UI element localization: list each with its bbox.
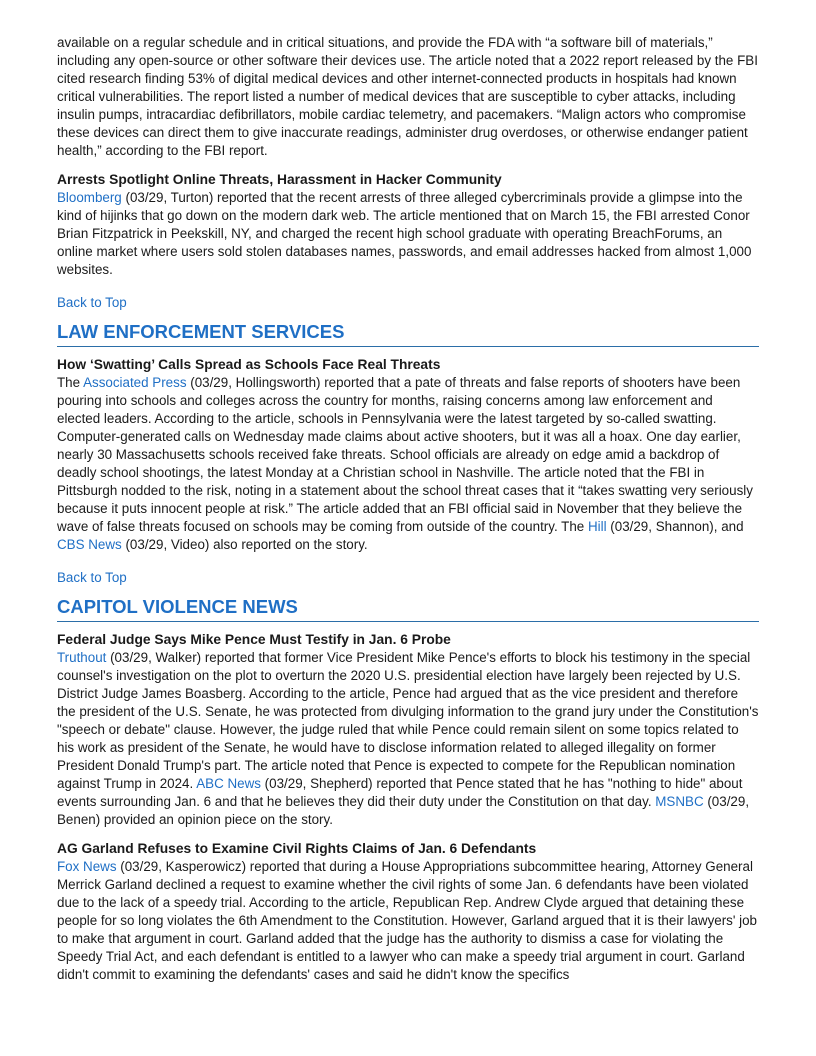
section-heading-capitol-violence: CAPITOL VIOLENCE NEWS (57, 595, 759, 622)
document-page (57, 34, 759, 984)
source-link-fox-news[interactable]: Fox News (57, 859, 117, 874)
section-heading-law-enforcement: LAW ENFORCEMENT SERVICES (57, 320, 759, 347)
article-text: (03/29, Shepherd) reported that Pence stated that he has "nothing to hide" about events surrounding Jan. 6 and that he believes they did their duty under the Constitution on that day. (57, 776, 743, 809)
source-link-associated-press[interactable]: Associated Press (83, 375, 187, 390)
article-text: (03/29, Shannon), and (606, 519, 744, 534)
article-text: (03/29, Benen) provided an opinion piece on the story. (57, 794, 750, 827)
article-text: (03/29, Walker) reported that former Vice President Mike Pence's efforts to block his testimony in the special counsel's investigation on the plot to overturn the 2020 U.S. presidential election have largely been rejected by U.S. District Judge James Boasberg. According to the article, Pence had argued that as the vice president and therefore the president of the U.S. Senate, he was protected from divulging information to the grand jury under the Constitution's "speech or debate" clause. However, the judge ruled that while Pence could remain silent on some topics related to his work as president of the Senate, he would have to disclose information related to alleged illegality on former President Donald Trump's part. The article noted that Pence is expected to compete for the Republican nomination against Trump in 2024. (57, 650, 759, 791)
article-body-garland (57, 858, 759, 984)
article-body-pence (57, 649, 759, 829)
source-link-truthout[interactable]: Truthout (57, 650, 107, 665)
back-to-top-link[interactable]: Back to Top (57, 570, 127, 585)
intro-paragraph: available on a regular schedule and in critical situations, and provide the FDA with “a software bill of materials,” including any open-source or other software their devices use. The article noted that a 2022 report released by the FBI cited research finding 53% of digital medical devices and other internet-connected products in hospitals had known critical vulnerabilities. The report listed a number of medical devices that are susceptible to cyber attacks, including insulin pumps, intracardiac defibrillators, mobile cardiac telemetry, and pacemakers. “Malign actors who compromise these devices can direct them to give inaccurate readings, administer drug overdoses, or otherwise endanger patient health,” according to the FBI report. (57, 35, 758, 158)
article-body-arrests (57, 189, 759, 279)
article-text: (03/29, Kasperowicz) reported that during a House Appropriations subcommittee hearing, Attorney General Merrick Garland declined a request to examine whether the civil rights of some Jan. 6 defendants have been violated due to the lack of a speedy trial. According to the article, Republican Rep. Andrew Clyde argued that detaining these people for so long violates the 6th Amendment to the Constitution. However, Garland argued that it is their lawyers' job to make that argument in court. Garland added that the judge has the authority to dismiss a case for violating the Speedy Trial Act, and each defendant is entitled to a lawyer who can make a speedy trial argument in court. Garland didn't commit to examining the defendants' cases and said he didn't know the specifics (57, 859, 758, 982)
source-link-bloomberg[interactable]: Bloomberg (57, 190, 122, 205)
source-link-hill[interactable]: Hill (587, 519, 607, 534)
article-text: (03/29, Hollingsworth) reported that a pate of threats and false reports of shooters have been pouring into schools and colleges across the country for months, raising concerns among law enforcement and elected leaders. According to the article, schools in Pennsylvania were the latest targeted by so-called swatting. Computer-generated calls on Wednesday made claims about active shooters, but it was all a hoax. One day earlier, nearly 30 Massachusetts schools received fake threats. School officials are already on edge amid a backdrop of deadly school shootings, the latest Monday at a Christian school in Nashville. The article noted that the FBI in Pittsburgh nodded to the risk, noting in a statement about the school threat cases that it “takes swatting very seriously because it puts innocent people at risk.” The article added that an FBI official said in November that they believe the wave of false threats focused on schools may be coming from outside of the country. The (57, 375, 753, 534)
source-link-cbs-news[interactable]: CBS News (57, 537, 122, 552)
article-text: (03/29, Video) also reported on the story. (121, 537, 368, 552)
article-text: The (57, 375, 84, 390)
article-title-garland: AG Garland Refuses to Examine Civil Rights Claims of Jan. 6 Defendants (57, 841, 537, 856)
back-to-top-link[interactable]: Back to Top (57, 295, 127, 310)
source-link-abc-news[interactable]: ABC News (196, 776, 261, 791)
article-text: (03/29, Turton) reported that the recent arrests of three alleged cybercriminals provide a glimpse into the kind of hijinks that go down on the modern dark web. The article mentioned that on March 15, the FBI arrested Conor Brian Fitzpatrick in Peekskill, NY, and charged the recent high school graduate with operating BreachForums, an online market where users sold stolen databases names, passwords, and email addresses hacked from almost 1,000 websites. (57, 190, 752, 277)
article-title-swatting: How ‘Swatting’ Calls Spread as Schools Face Real Threats (57, 357, 441, 372)
article-body-swatting (57, 374, 759, 554)
article-title-arrests: Arrests Spotlight Online Threats, Harassment in Hacker Community (57, 172, 502, 187)
article-title-pence: Federal Judge Says Mike Pence Must Testify in Jan. 6 Probe (57, 632, 451, 647)
source-link-msnbc[interactable]: MSNBC (655, 794, 704, 809)
